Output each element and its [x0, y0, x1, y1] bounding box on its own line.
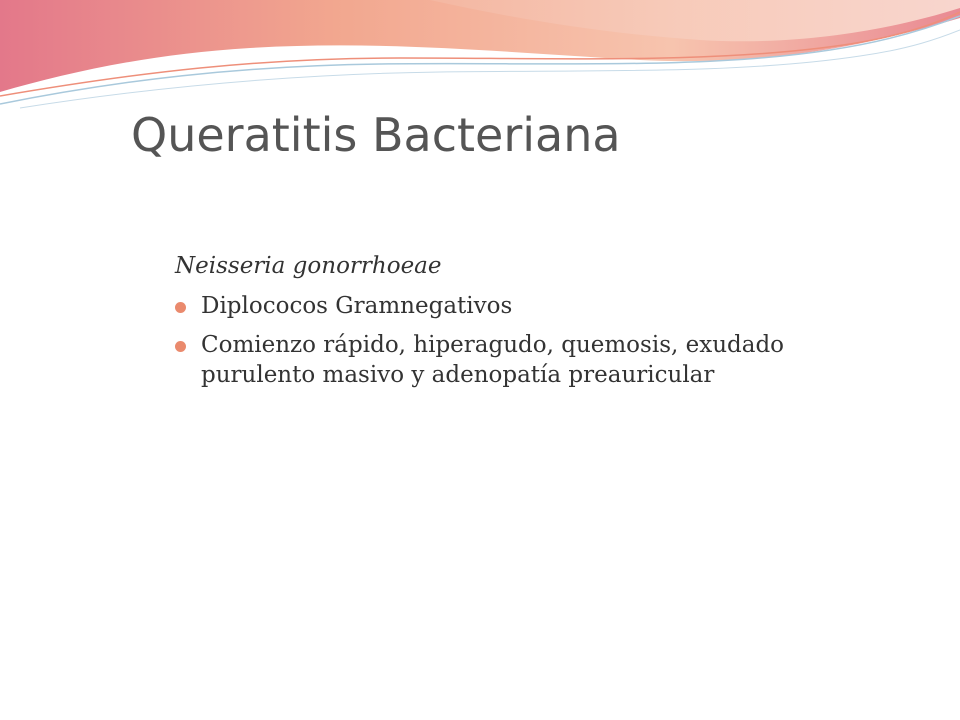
organism-subheading: Neisseria gonorrhoeae [175, 253, 442, 279]
bullet-dot-icon [175, 341, 186, 352]
bullet-list [175, 292, 875, 390]
bullet-dot-icon [175, 302, 186, 313]
slide-body [175, 252, 875, 400]
bullet-text: Diplococos Gramnegativos [201, 292, 513, 319]
slide-title: Queratitis Bacteriana [131, 108, 621, 162]
bullet-text: Comienzo rápido, hiperagudo, quemosis, exudado purulento masivo y adenopatía preauricular [201, 332, 785, 388]
bullet-item [175, 331, 875, 390]
bullet-item [175, 292, 875, 321]
